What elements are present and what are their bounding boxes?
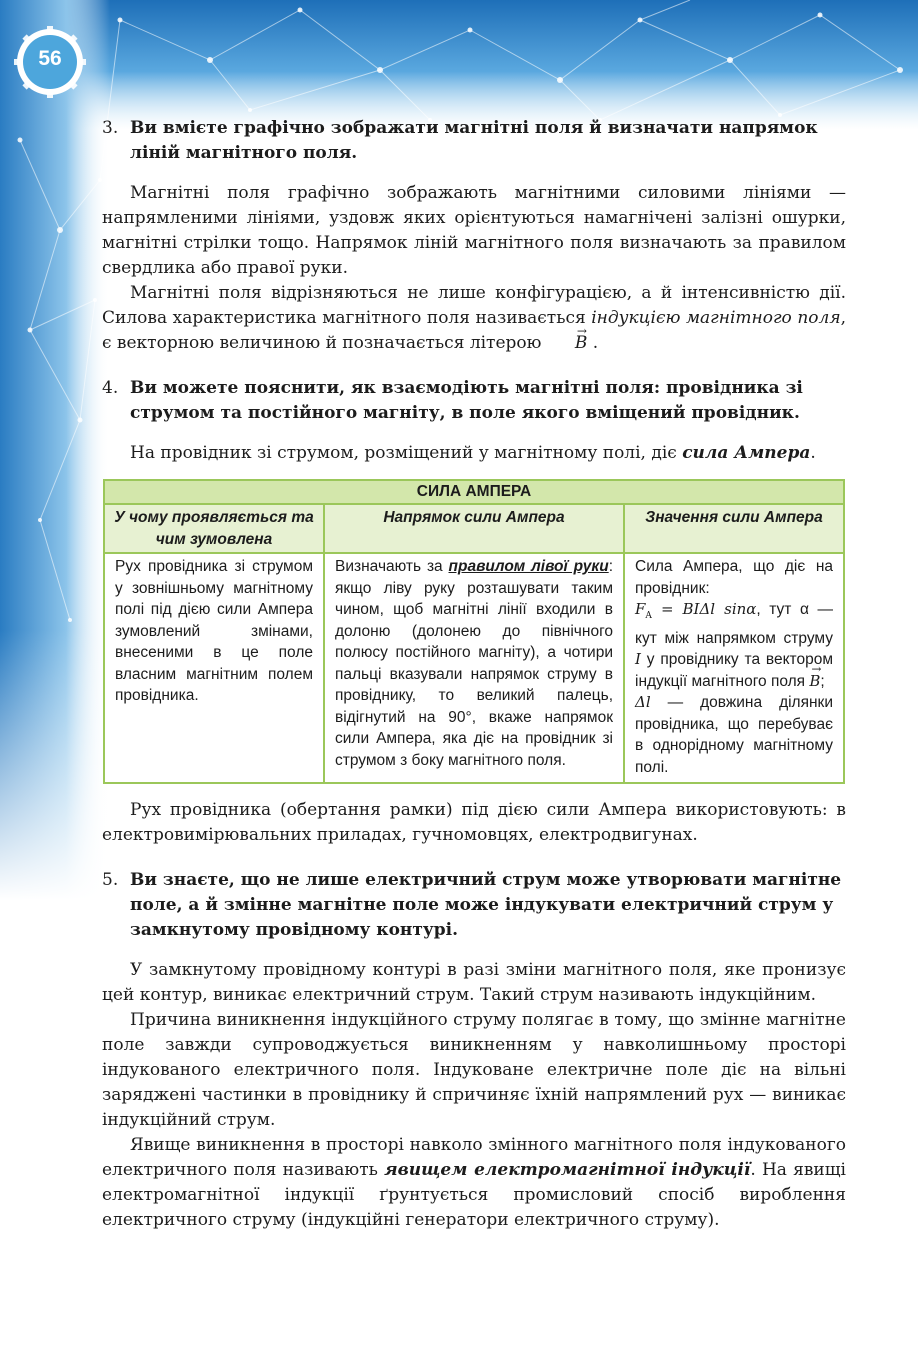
section-5-number: 5.	[102, 870, 119, 890]
table-cell-direction	[324, 553, 624, 783]
section-3-number: 3.	[102, 118, 119, 138]
table-header-value: Значення сили Ампера	[624, 504, 844, 553]
table-header-direction: Напрямок сили Ампера	[324, 504, 624, 553]
symbol-delta-l: Δl	[635, 693, 651, 711]
ampere-force-table	[103, 479, 845, 784]
term-magnetic-induction: індукцією магнітного поля	[591, 308, 841, 328]
section-5-paragraph-3	[102, 1133, 846, 1233]
section-3-paragraph-2	[102, 281, 846, 356]
section-4-heading-text: Ви можете пояснити, як взаємодіють магнітні поля: провідника зі струмом та постійного магніту, в поле якого вміщений провідник.	[130, 378, 803, 423]
section-4-intro-start: На провідник зі струмом, розміщений у магнітному полі, діє	[130, 443, 683, 463]
section-3-paragraph-1: Магнітні поля графічно зображають магнітними силовими лініями — напрямленими лініями, уздовж яких орієнтуються намагнічені залізні ошурки, магнітні стрілки тощо. Напрямок ліній магнітного поля визначають за правилом свердлика або правої руки.	[102, 183, 846, 278]
section-3-heading-text: Ви вмієте графічно зображати магнітні поля й визначати напрямок ліній магнітного поля.	[130, 118, 818, 163]
section-4-number: 4.	[102, 378, 119, 398]
section-5-p3-start: Явище виникнення в просторі навколо змінного магнітного поля індукованого електричного поля називають	[102, 1135, 846, 1180]
section-3-p2-tail: .	[587, 333, 599, 353]
ampere-force-formula	[635, 600, 757, 621]
page-content	[102, 116, 846, 1233]
section-4-heading	[102, 376, 846, 426]
direction-text-start: Визначають за	[335, 558, 449, 575]
value-text-d: ;	[820, 672, 825, 690]
section-5-heading	[102, 868, 846, 943]
term-left-hand-rule: правилом лівої руки	[448, 558, 609, 575]
section-5-paragraph-2: Причина виникнення індукційного струму полягає в тому, що змінне магнітне поле завжди супроводжується виникненням у навколишньому просторі індукованого електричного поля. Індуковане електричне поле діє на вільні заряджені частинки в провіднику й спричиняє їхній напрямлений рух — виникає індукційний струм.	[102, 1010, 846, 1130]
table-cell-value	[624, 553, 844, 783]
table-cell-manifestation: Рух провідника зі струмом у зовнішньому магнітному полі під дією сили Ампера зумовлений змінами, внесеними в це поле власним магнітним полем провідника.	[104, 553, 324, 783]
value-text-e: — довжина ділянки провідника, що перебуває в однорідному магнітному полі.	[635, 694, 833, 776]
formula-sub-a: A	[645, 611, 652, 621]
section-4-intro	[102, 441, 846, 466]
term-electromagnetic-induction: явищем електромагнітної індукції	[384, 1160, 751, 1180]
formula-f: F	[635, 600, 646, 618]
section-4-intro-end: .	[810, 443, 816, 463]
value-text-c: у провіднику та вектором індукції магнітного поля	[635, 651, 833, 690]
direction-text-end: : якщо ліву руку розташувати таким чином, щоб магнітні лінії входили в долоню (долонею до північного полюсу постійного магніту), а чотири пальці вказували напрямок струму в провіднику, то великий палець, відігнутий на 90°, вкаже напрямок сили Ампера, яка діє на провідник зі струмом з боку магнітного поля.	[335, 558, 613, 769]
table-header-manifestation: У чому проявляється та чим зумовлена	[104, 504, 324, 553]
page-number-badge	[14, 26, 86, 98]
value-text-a: Сила Ампера, що діє на провідник:	[635, 558, 833, 597]
value-text-b: , тут α — кут між напрямком струму	[635, 601, 833, 647]
table-title: СИЛА АМПЕРА	[104, 480, 844, 504]
section-5-p3-end: . На явищі електромагнітної індукції ґрунтується промисловий спосіб вироблення електричного струму (індукційні генератори електричного струму).	[102, 1160, 846, 1230]
section-3-heading	[102, 116, 846, 166]
section-3-p2-end: , є векторною величиною й позначається літерою	[102, 308, 846, 353]
section-4-after-table: Рух провідника (обертання рамки) під дією сили Ампера використовують: в електровимірювальних приладах, гучномовцях, електродвигунах.	[102, 800, 846, 845]
page-number: 56	[38, 47, 62, 70]
term-ampere-force: сила Ампера	[682, 443, 811, 463]
section-3-p2-start: Магнітні поля відрізняються не лише конфігурацією, а й інтенсивністю дії. Силова характеристика магнітного поля називається	[102, 283, 846, 328]
vector-b-symbol: → B	[547, 331, 588, 356]
section-5-heading-text: Ви знаєте, що не лише електричний струм може утворювати магнітне поле, а й змінне магнітне поле може індукувати електричний струм у замкнутому провідному контурі.	[130, 870, 842, 940]
symbol-vector-b: → B	[809, 671, 820, 693]
section-5-paragraph-1: У замкнутому провідному контурі в разі зміни магнітного поля, яке пронизує цей контур, виникає електричний струм. Такий струм називають індукційним.	[102, 960, 846, 1005]
symbol-current: I	[635, 650, 641, 668]
formula-rest: = BIΔl sinα	[651, 600, 757, 618]
